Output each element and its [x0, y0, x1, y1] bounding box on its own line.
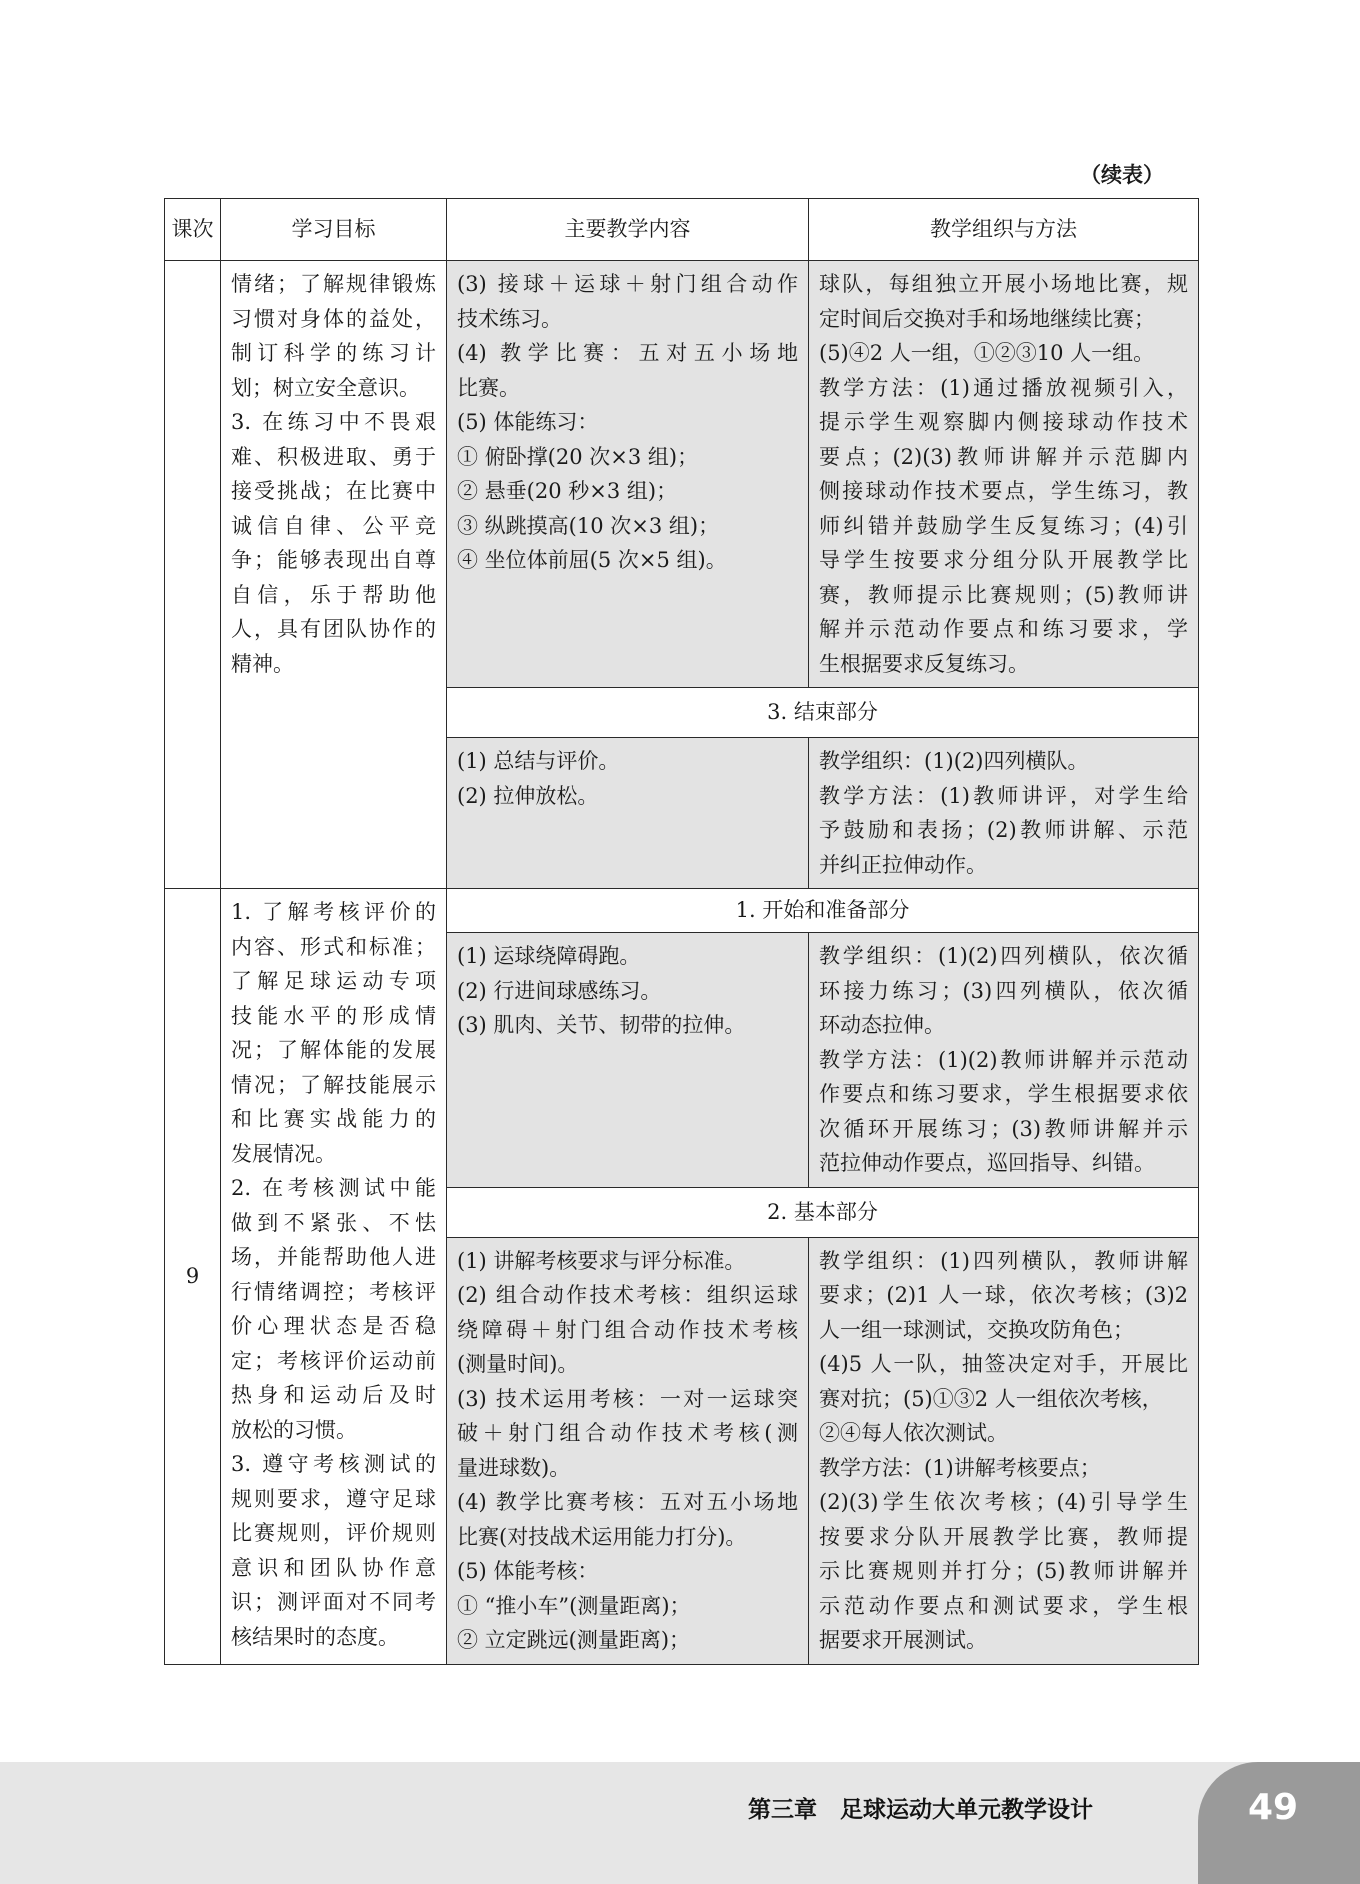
lesson9-basic-method-cell — [809, 1237, 1199, 1664]
text-line: (3) 接球＋运球＋射门组合动作 — [457, 272, 798, 296]
text-line: ① “推小车”(测量距离)； — [457, 1593, 691, 1618]
text-line: ② 立定跳远(测量距离)； — [457, 1628, 691, 1652]
continued-label: （续表） — [1080, 163, 1164, 187]
text-line: 习惯对身体的益处， — [231, 306, 436, 331]
text-line: 人一组一球测试，交换攻防角色； — [819, 1317, 1134, 1342]
text-line: 量进球数)。 — [457, 1455, 571, 1480]
text-line: 放松的习惯。 — [231, 1417, 357, 1442]
page-footer — [0, 1762, 1360, 1884]
text-line: 内容、形式和标准； — [231, 934, 436, 959]
text-line: ② 悬垂(20 秒×3 组)； — [457, 479, 678, 503]
text-line: 2. 在考核测试中能 — [231, 1176, 436, 1200]
text-line: 定时间后交换对手和场地继续比赛； — [819, 306, 1155, 331]
header-goal: 学习目标 — [221, 199, 447, 261]
text-line: 自信，乐于帮助他 — [231, 582, 436, 607]
text-line: 教学方法：(1)通过播放视频引入， — [819, 375, 1188, 400]
table-row — [165, 261, 1199, 688]
text-line: 难、积极进取、勇于 — [231, 444, 436, 469]
text-line: 球队，每组独立开展小场地比赛，规 — [819, 272, 1188, 296]
text-line: (3) 技术运用考核：一对一运球突 — [457, 1386, 798, 1411]
text-line: 范拉伸动作要点，巡回指导、纠错。 — [819, 1151, 1155, 1175]
text-line: 教学方法：(1)教师讲评，对学生给 — [819, 783, 1188, 808]
text-line: (5) 体能练习： — [457, 410, 599, 434]
page-number: 49 — [1247, 1787, 1299, 1828]
text-line: 比赛(对技战术运用能力打分)。 — [457, 1524, 747, 1549]
text-line: 热身和运动后及时 — [231, 1383, 436, 1407]
text-line: 据要求开展测试。 — [819, 1628, 987, 1652]
lesson9-start-section-title: 1. 开始和准备部分 — [447, 889, 1199, 933]
text-line: 意识和团队协作意 — [231, 1555, 436, 1580]
lesson8-end-content-lines — [457, 744, 798, 813]
text-line: 解并示范动作要点和练习要求，学 — [819, 617, 1188, 641]
text-line: 了解足球运动专项 — [231, 969, 436, 993]
text-line: (2) 拉伸放松。 — [457, 783, 599, 808]
text-line: 划；树立安全意识。 — [231, 375, 420, 400]
text-line: 人，具有团队协作的 — [231, 617, 436, 641]
text-line: 教学组织：(1)(2)四列横队。 — [819, 749, 1089, 773]
lesson9-goal-cell — [221, 889, 447, 1665]
text-line: (4)5 人一队，抽签决定对手，开展比 — [819, 1352, 1188, 1376]
text-line: 情绪；了解规律锻炼 — [231, 272, 436, 296]
lesson9-basic-content-lines — [457, 1244, 798, 1658]
lesson8-goal-cell — [221, 261, 447, 889]
page-number-tab — [1198, 1762, 1360, 1884]
text-line: 技术练习。 — [457, 306, 562, 331]
text-line: 要点；(2)(3)教师讲解并示范脚内 — [819, 444, 1188, 469]
text-line: 定；考核评价运动前 — [231, 1348, 436, 1373]
text-line: 作要点和练习要求，学生根据要求依 — [819, 1082, 1188, 1106]
lesson9-goal-lines — [231, 895, 436, 1654]
lesson9-basic-section-title: 2. 基本部分 — [447, 1187, 1199, 1237]
text-line: (4) 教学比赛考核：五对五小场地 — [457, 1490, 798, 1514]
text-line: 示比赛规则并打分；(5)教师讲解并 — [819, 1559, 1188, 1583]
chapter-title: 第三章 足球运动大单元教学设计 — [748, 1797, 1093, 1823]
text-line: 发展情况。 — [231, 1141, 336, 1166]
text-line: (5) 体能考核： — [457, 1559, 599, 1583]
header-content: 主要教学内容 — [447, 199, 809, 261]
lesson9-basic-method-lines — [819, 1244, 1188, 1658]
text-line: 争；能够表现出自尊 — [231, 548, 436, 572]
text-line: 破＋射门组合动作技术考核(测 — [457, 1421, 798, 1445]
text-line: 教学组织：(1)(2)四列横队，依次循 — [819, 944, 1188, 968]
lesson8-basic-content-lines — [457, 267, 798, 578]
lesson8-end-method-cell — [809, 738, 1199, 889]
text-line: 比赛。 — [457, 375, 520, 400]
text-line: 示范动作要点和测试要求，学生根 — [819, 1593, 1188, 1618]
text-line: 要求；(2)1 人一球，依次考核；(3)2 — [819, 1283, 1188, 1307]
text-line: 次循环开展练习；(3)教师讲解并示 — [819, 1116, 1188, 1141]
text-line: 环动态拉伸。 — [819, 1013, 945, 1037]
lesson8-end-method-lines — [819, 744, 1188, 882]
text-line: 制订科学的练习计 — [231, 341, 436, 365]
text-line: 绕障碍＋射门组合动作技术考核 — [457, 1317, 798, 1342]
text-line: 识；测评面对不同考 — [231, 1590, 436, 1614]
text-line: 按要求分队开展教学比赛，教师提 — [819, 1524, 1188, 1549]
text-line: 情况；了解技能展示 — [231, 1072, 436, 1097]
text-line: 场，并能帮助他人进 — [231, 1245, 436, 1269]
text-line: ④ 坐位体前屈(5 次×5 组)。 — [457, 548, 727, 572]
text-line: (测量时间)。 — [457, 1352, 579, 1376]
lesson9-basic-content-cell — [447, 1237, 809, 1664]
text-line: 环接力练习；(3)四列横队，依次循 — [819, 978, 1188, 1003]
text-line: 行情绪调控；考核评 — [231, 1279, 436, 1304]
table-row — [165, 889, 1199, 933]
text-line: 做到不紧张、不怯 — [231, 1210, 436, 1235]
text-line: ②④每人依次测试。 — [819, 1421, 1008, 1445]
lesson8-number-cell — [165, 261, 221, 889]
text-line: 价心理状态是否稳 — [231, 1314, 436, 1338]
text-line: 精神。 — [231, 651, 294, 676]
text-line: 技能水平的形成情 — [231, 1003, 436, 1028]
text-line: (1) 总结与评价。 — [457, 749, 620, 773]
text-line: 教学方法：(1)讲解考核要点； — [819, 1455, 1101, 1480]
lesson9-start-content-cell — [447, 933, 809, 1188]
text-line: 提示学生观察脚内侧接球动作技术 — [819, 410, 1188, 434]
table-header-row — [165, 199, 1199, 261]
text-line: 规则要求，遵守足球 — [231, 1486, 436, 1511]
text-line: 况；了解体能的发展 — [231, 1038, 436, 1062]
text-line: 师纠错并鼓励学生反复练习；(4)引 — [819, 513, 1188, 538]
lesson8-basic-method-lines — [819, 267, 1188, 681]
lesson8-end-content-cell — [447, 738, 809, 889]
text-line: ① 俯卧撑(20 次×3 组)； — [457, 444, 699, 469]
lesson-plan-table — [164, 198, 1199, 1665]
text-line: 并纠正拉伸动作。 — [819, 852, 987, 877]
text-line: (2)(3)学生依次考核；(4)引导学生 — [819, 1490, 1188, 1514]
text-line: (5)④2 人一组，①②③10 人一组。 — [819, 341, 1155, 365]
lesson8-basic-method-cell — [809, 261, 1199, 688]
lesson8-goal-lines — [231, 267, 436, 681]
lesson9-number: 9 — [165, 889, 221, 1665]
text-line: 核结果时的态度。 — [231, 1624, 399, 1649]
lesson9-start-method-cell — [809, 933, 1199, 1188]
text-line: 诚信自律、公平竞 — [231, 513, 436, 538]
text-line: (2) 行进间球感练习。 — [457, 978, 662, 1003]
text-line: 1. 了解考核评价的 — [231, 900, 436, 924]
text-line: (4) 教学比赛：五对五小场地 — [457, 341, 798, 365]
text-line: 3. 遵守考核测试的 — [231, 1452, 436, 1476]
text-line: 和比赛实战能力的 — [231, 1107, 436, 1131]
header-method: 教学组织与方法 — [809, 199, 1199, 261]
text-line: 教学组织：(1)四列横队，教师讲解 — [819, 1248, 1188, 1273]
text-line: 生根据要求反复练习。 — [819, 651, 1029, 676]
text-line: 赛，教师提示比赛规则；(5)教师讲 — [819, 582, 1188, 607]
text-line: 教学方法：(1)(2)教师讲解并示范动 — [819, 1047, 1188, 1072]
text-line: 予鼓励和表扬；(2)教师讲解、示范 — [819, 818, 1188, 842]
header-lesson: 课次 — [165, 199, 221, 261]
text-line: (1) 讲解考核要求与评分标准。 — [457, 1248, 746, 1273]
text-line: 侧接球动作技术要点，学生练习，教 — [819, 479, 1188, 503]
lesson9-start-method-lines — [819, 939, 1188, 1181]
lesson9-start-content-lines — [457, 939, 798, 1043]
text-line: (1) 运球绕障碍跑。 — [457, 944, 641, 968]
text-line: ③ 纵跳摸高(10 次×3 组)； — [457, 513, 720, 538]
text-line: 3. 在练习中不畏艰 — [231, 410, 436, 434]
text-line: 赛对抗；(5)①③2 人一组依次考核， — [819, 1386, 1163, 1411]
lesson8-basic-content-cell — [447, 261, 809, 688]
text-line: 接受挑战；在比赛中 — [231, 479, 436, 503]
lesson8-end-section-title: 3. 结束部分 — [447, 688, 1199, 738]
text-line: (2) 组合动作技术考核：组织运球 — [457, 1283, 798, 1307]
text-line: 比赛规则，评价规则 — [231, 1521, 436, 1545]
text-line: 导学生按要求分组分队开展教学比 — [819, 548, 1188, 572]
text-line: (3) 肌肉、关节、韧带的拉伸。 — [457, 1013, 746, 1037]
